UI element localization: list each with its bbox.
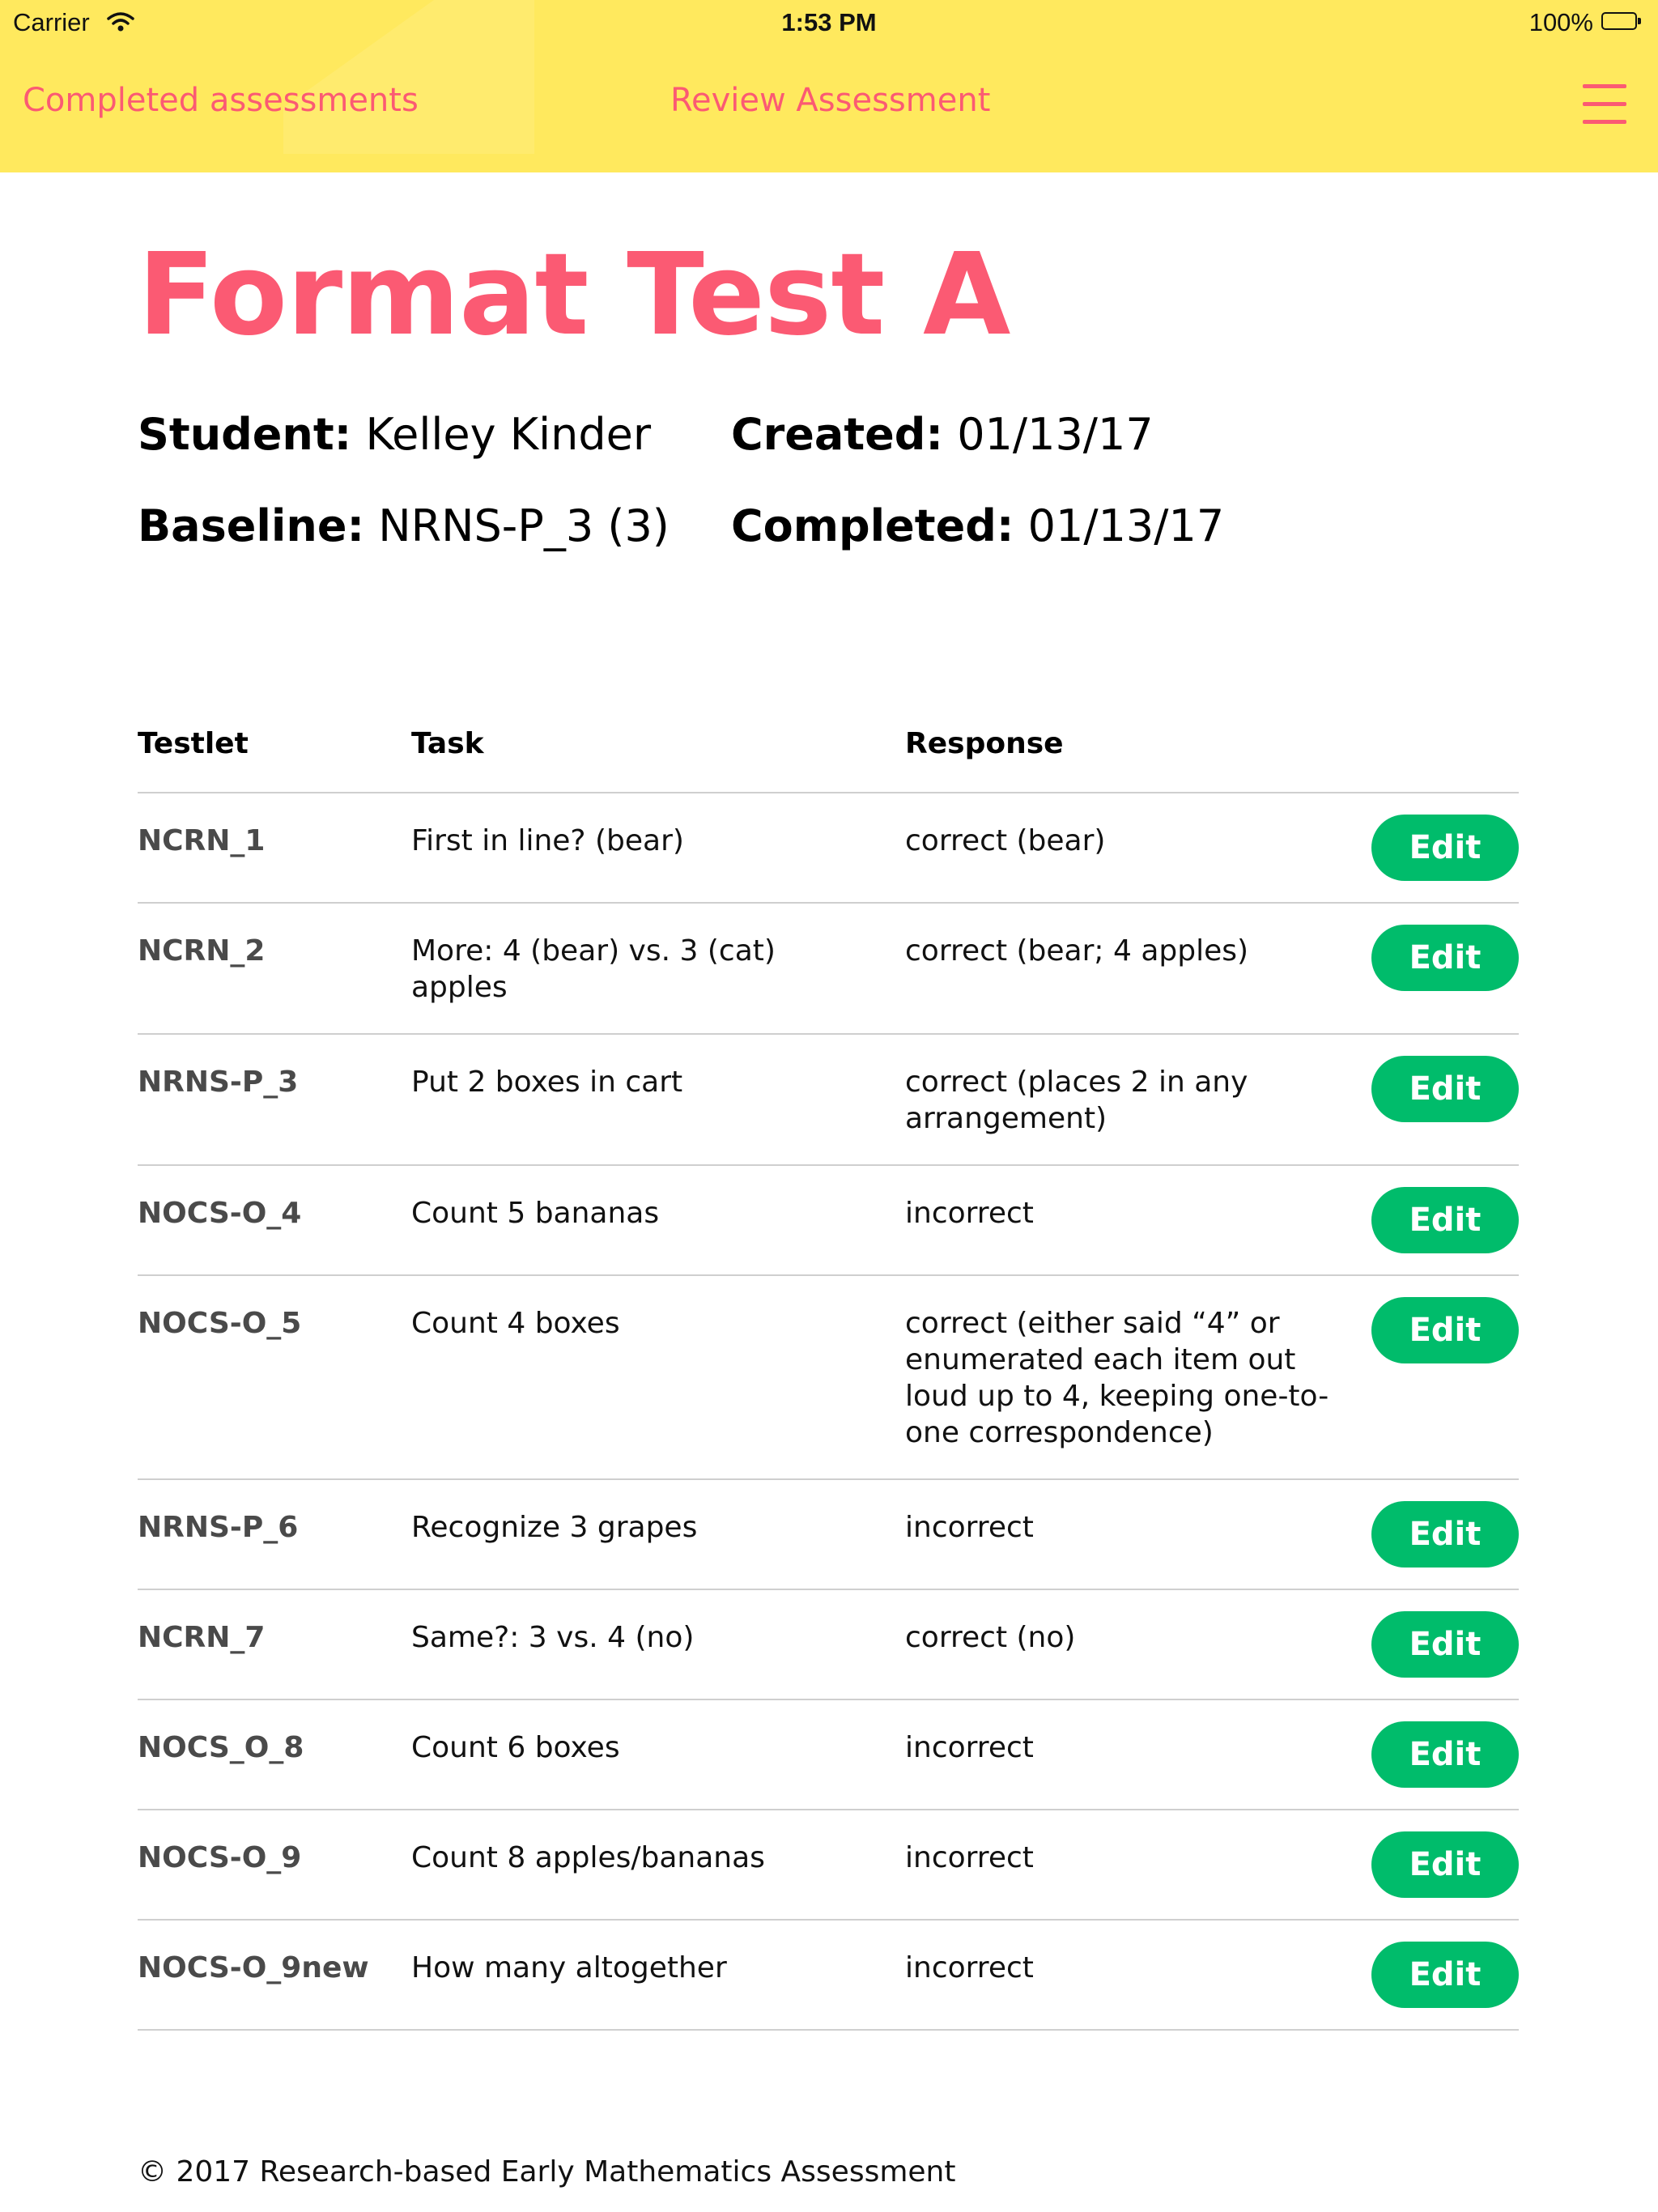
completed-value: 01/13/17 [1027,500,1225,551]
edit-button[interactable]: Edit [1371,925,1519,991]
created-value: 01/13/17 [957,409,1154,460]
column-header-testlet: Testlet [138,727,249,760]
edit-button[interactable]: Edit [1371,1942,1519,2008]
student-value: Kelley Kinder [365,409,652,460]
task-cell: Put 2 boxes in cart [411,1066,683,1099]
table-row [138,904,1519,1035]
table-row [138,1480,1519,1590]
testlet-cell: NRNS-P_3 [138,1066,299,1099]
footer-copyright: © 2017 Research-based Early Mathematics Assessment [138,2155,956,2189]
testlet-cell: NOCS-O_4 [138,1197,302,1230]
edit-button[interactable]: Edit [1371,1501,1519,1568]
task-cell: First in line? (bear) [411,824,684,857]
response-cell: correct (either said “4” or enumerated each item out loud up to 4, keeping one-to-one correspondence) [905,1307,1329,1449]
response-cell: incorrect [905,1841,1034,1874]
table-body [138,793,1519,2031]
column-header-task: Task [411,727,484,760]
testlet-cell: NOCS-O_9 [138,1841,302,1874]
table-row [138,1590,1519,1700]
task-cell: More: 4 (bear) vs. 3 (cat) apples [411,934,776,1004]
table-row [138,793,1519,904]
task-cell: Same?: 3 vs. 4 (no) [411,1621,695,1654]
response-cell: incorrect [905,1511,1034,1544]
response-cell: correct (bear; 4 apples) [905,934,1249,968]
table-row [138,1035,1519,1166]
response-cell: incorrect [905,1951,1034,1984]
task-cell: Count 4 boxes [411,1307,620,1340]
table-row [138,1810,1519,1921]
testlet-cell: NOCS-O_5 [138,1307,302,1340]
clock: 1:53 PM [781,8,877,36]
completed-assessments-link[interactable]: Completed assessments [23,82,419,119]
task-cell: Count 8 apples/bananas [411,1841,765,1874]
carrier-label: Carrier [13,8,90,36]
response-cell: correct (no) [905,1621,1076,1654]
student-info [138,409,651,460]
task-cell: Count 6 boxes [411,1731,620,1764]
edit-button[interactable]: Edit [1371,815,1519,881]
table-row [138,1166,1519,1276]
testlet-cell: NCRN_1 [138,824,266,857]
hamburger-menu-icon[interactable] [1583,83,1626,125]
response-cell: correct (bear) [905,824,1106,857]
student-label: Student: [138,409,352,460]
edit-button[interactable]: Edit [1371,1187,1519,1253]
edit-button[interactable]: Edit [1371,1721,1519,1788]
completed-info [731,500,1224,551]
table-row [138,1276,1519,1480]
status-bar [0,0,1658,45]
baseline-label: Baseline: [138,500,365,551]
response-cell: correct (places 2 in any arrangement) [905,1066,1248,1135]
completed-label: Completed: [731,500,1014,551]
table-header [138,713,1519,793]
table-row [138,1921,1519,2031]
task-cell: Count 5 bananas [411,1197,660,1230]
created-info [731,409,1154,460]
testlet-cell: NRNS-P_6 [138,1511,299,1544]
nav-title: Review Assessment [670,82,991,119]
results-table [138,713,1519,2031]
edit-button[interactable]: Edit [1371,1297,1519,1363]
edit-button[interactable]: Edit [1371,1611,1519,1678]
testlet-cell: NOCS_O_8 [138,1731,304,1764]
baseline-info [138,500,670,551]
created-label: Created: [731,409,944,460]
battery-icon [1601,12,1642,30]
testlet-cell: NCRN_7 [138,1621,266,1654]
table-row [138,1700,1519,1810]
task-cell: Recognize 3 grapes [411,1511,698,1544]
response-cell: incorrect [905,1197,1034,1230]
battery-percent: 100% [1528,8,1593,36]
response-cell: incorrect [905,1731,1034,1764]
column-header-response: Response [905,727,1064,760]
edit-button[interactable]: Edit [1371,1831,1519,1898]
testlet-cell: NCRN_2 [138,934,266,968]
edit-button[interactable]: Edit [1371,1056,1519,1122]
testlet-cell: NOCS-O_9new [138,1951,369,1984]
baseline-value: NRNS-P_3 (3) [378,500,670,551]
app-header [0,0,1658,172]
page-title: Format Test A [138,229,1010,361]
task-cell: How many altogether [411,1951,727,1984]
